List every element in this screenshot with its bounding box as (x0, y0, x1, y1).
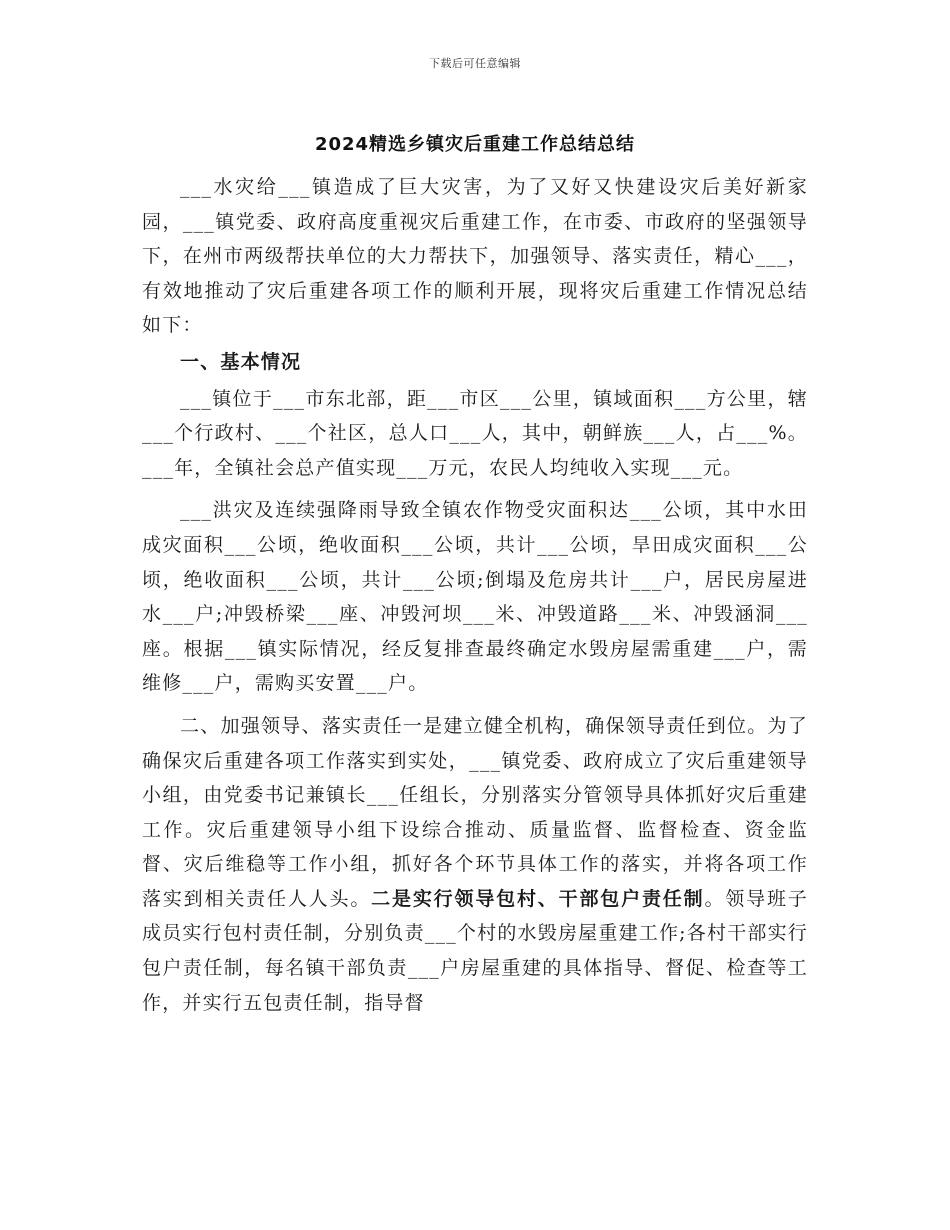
leadership-bold-text: 二是实行领导包村、干部包户责任制 (371, 887, 705, 910)
leadership-paragraph (142, 709, 808, 1020)
section-heading-basic-info: 一、基本情况 (180, 350, 302, 373)
document-title: 2024精选乡镇灾后重建工作总结总结 (314, 134, 636, 155)
leadership-text-1: 二、加强领导、落实责任一是建立健全机构，确保领导责任到位。为了确保灾后重建各项工作落实到实处，___镇党委、政府成立了灾后重建领导小组，由党委书记兼镇长___任组长，分别落实分管领导具体抓好灾后重建工作。灾后重建领导小组下设综合推动、质量监督、监督检查、资金监督、灾后维稳等工作小组，抓好各个环节具体工作的落实，并将各项工作落实到相关责任人人头。 (142, 714, 808, 910)
basic-info-paragraph: ___镇位于___市东北部，距___市区___公里，镇域面积___方公里，辖___个行政村、___个社区，总人口___人，其中，朝鲜族___人，占___%。___年，全镇社会总产值实现___万元，农民人均纯收入实现___元。 (142, 387, 808, 479)
intro-paragraph: ___水灾给___镇造成了巨大灾害，为了又好又快建设灾后美好新家园，___镇党委、政府高度重视灾后重建工作，在市委、市政府的坚强领导下，在州市两级帮扶单位的大力帮扶下，加强领导、落实责任，精心___，有效地推动了灾后重建各项工作的顺利开展，现将灾后重建工作情况总结如下： (142, 176, 808, 337)
document-body (142, 170, 808, 1020)
disaster-paragraph: ___洪灾及连续强降雨导致全镇农作物受灾面积达___公顷，其中水田成灾面积___公顷，绝收面积___公顷，共计___公顷，旱田成灾面积___公顷，绝收面积___公顷，共计___公顷;倒塌及危房共计___户，居民房屋进水___户;冲毁桥梁___座、冲毁河坝___米、冲毁道路___米、冲毁涵洞___座。根据___镇实际情况，经反复排查最终确定水毁房屋需重建___户，需维修___户，需购买安置___户。 (142, 499, 808, 695)
leadership-text-2: 。领导班子成员实行包村责任制，分别负责___个村的水毁房屋重建工作;各村干部实行包户责任制，每名镇干部负责___户房屋重建的具体指导、督促、检查等工作，并实行五包责任制，指导督 (142, 887, 808, 1014)
header-note: 下载后可任意编辑 (429, 57, 521, 70)
